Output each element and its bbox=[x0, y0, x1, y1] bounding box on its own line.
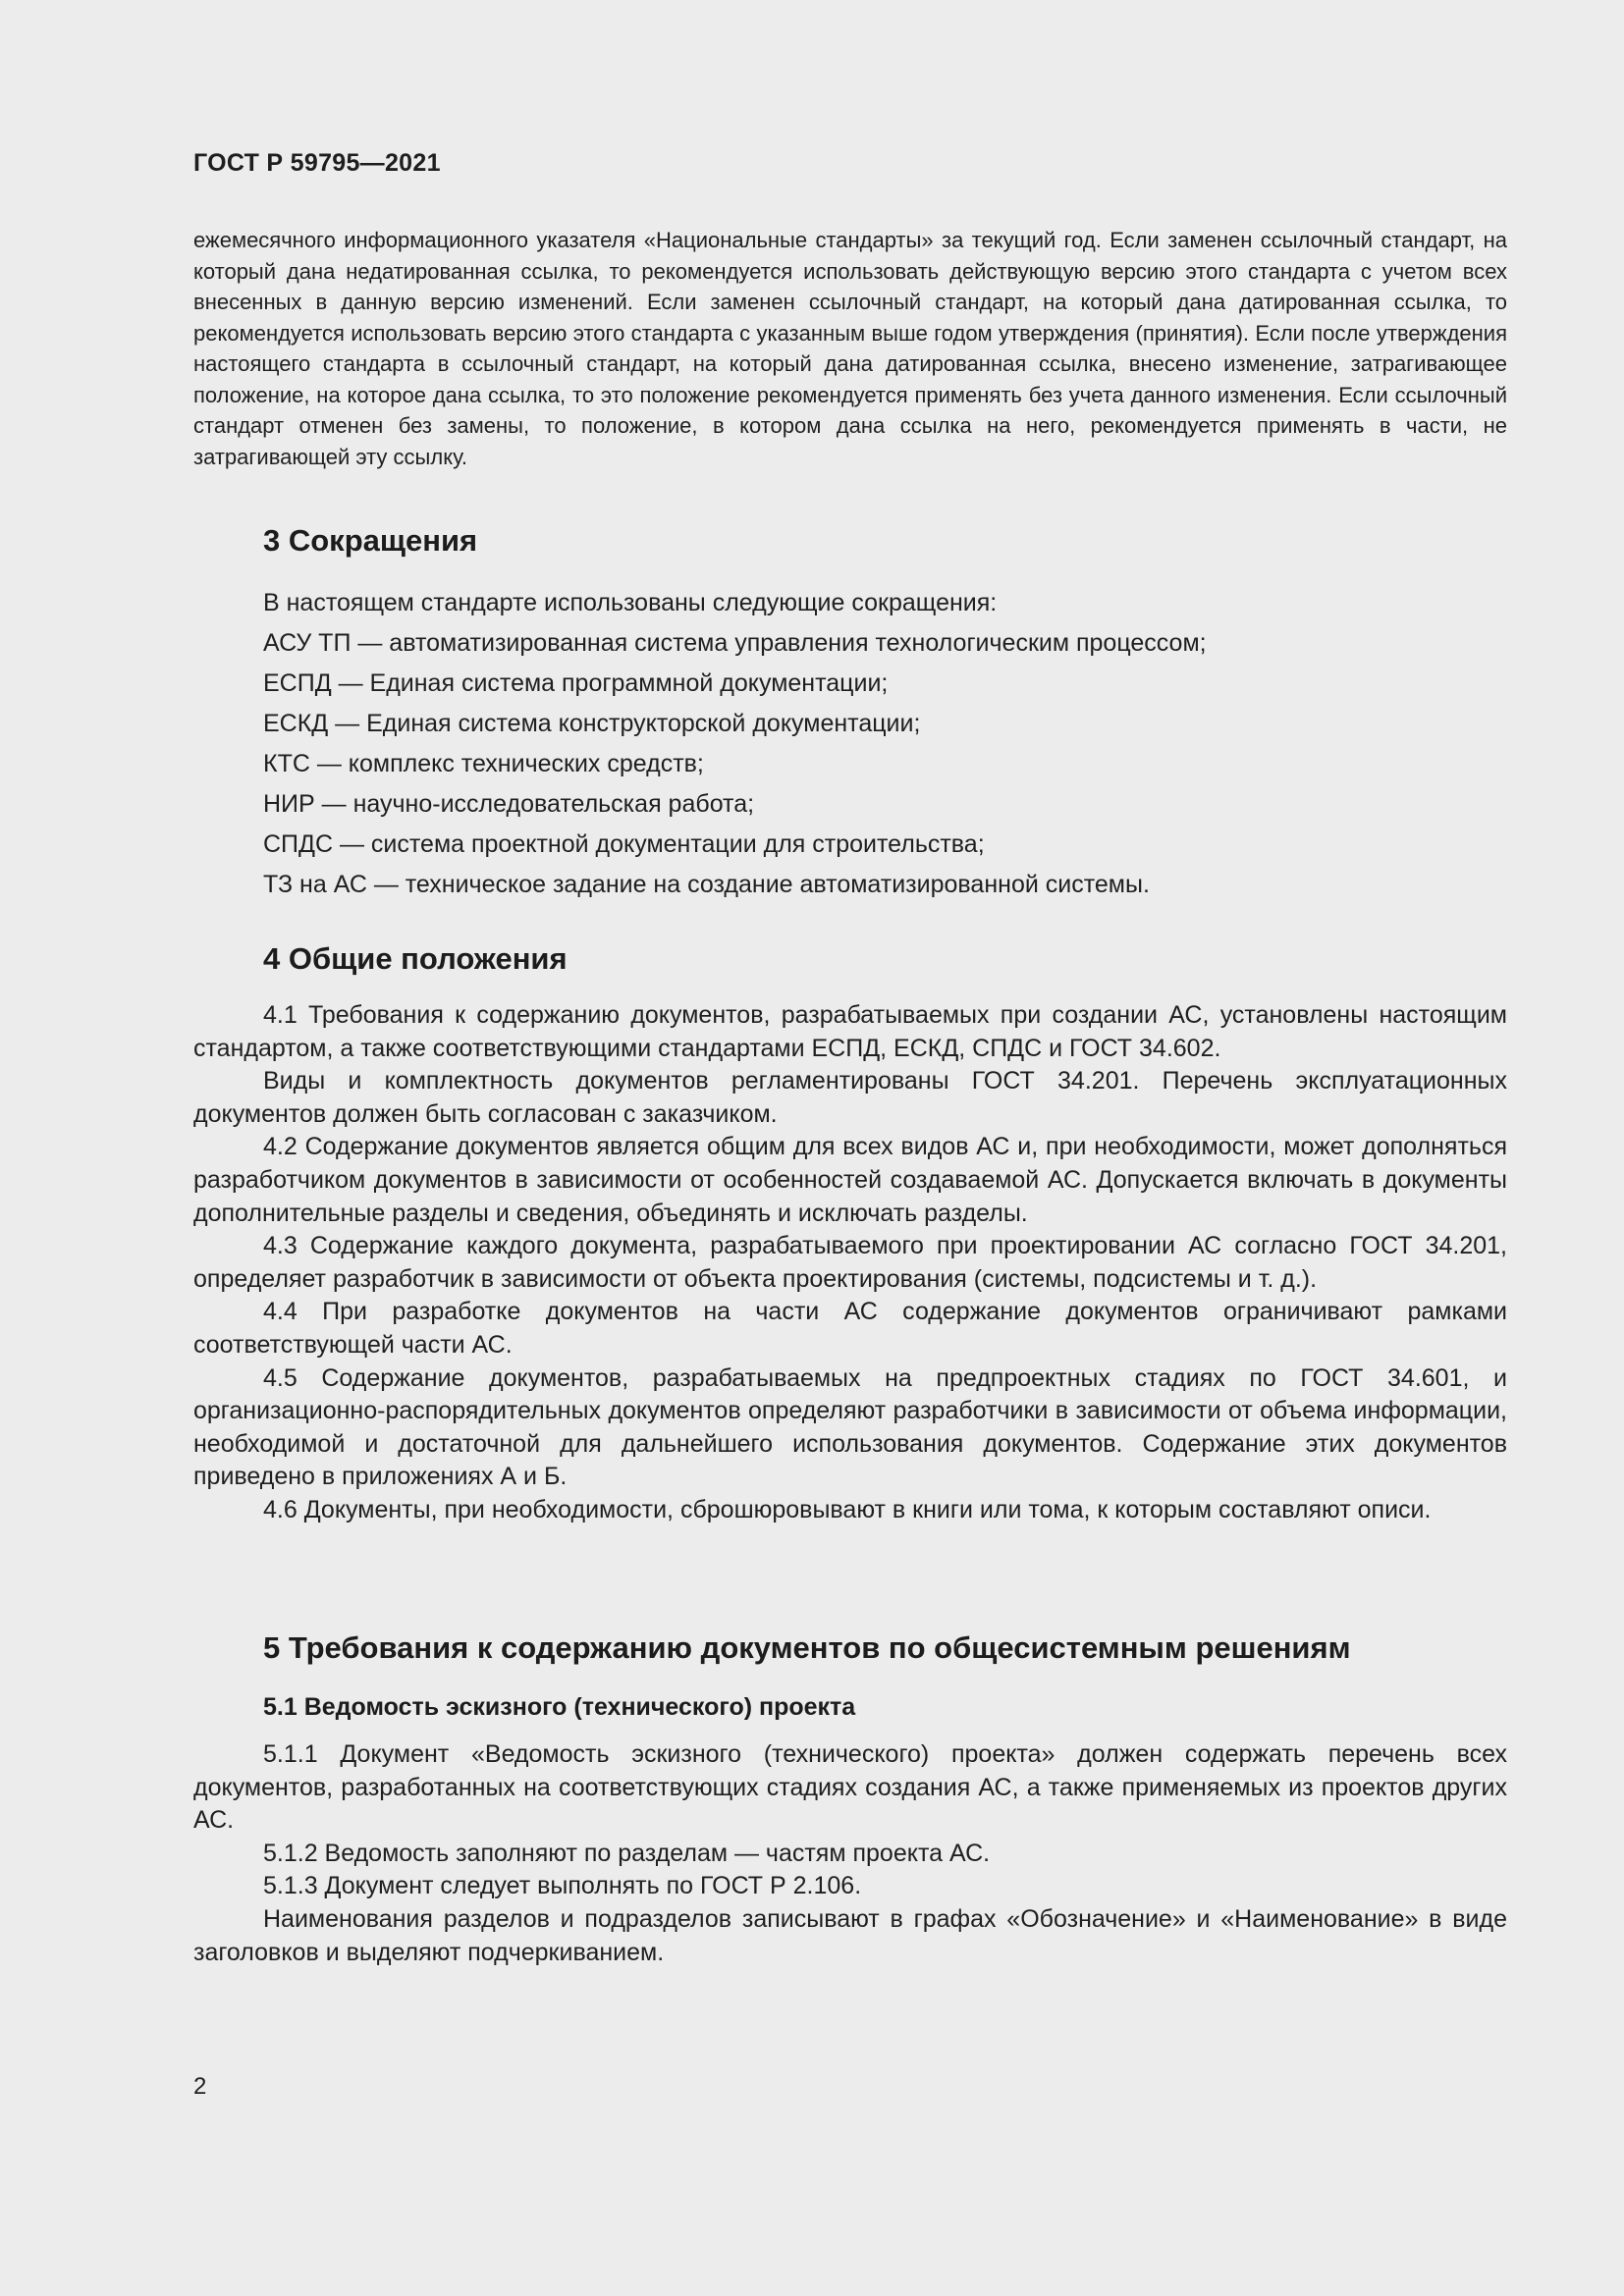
paragraph: Виды и комплектность документов регламентированы ГОСТ 34.201. Перечень эксплуатационных документов должен быть согласован с заказчиком. bbox=[193, 1067, 1507, 1128]
paragraph: 5.1.2 Ведомость заполняют по разделам — частям проекта АС. bbox=[263, 1839, 991, 1867]
page-number: 2 bbox=[193, 2073, 207, 2100]
intro-paragraph: ежемесячного информационного указателя «Национальные стандарты» за текущий год. Если заменен ссылочный стандарт, на который дана недатированная ссылка, то рекомендуется использовать действующую версию этого стандарта с учетом всех внесенных в данную версию изменений. Если заменен ссылочный стандарт, на который дана датированная ссылка, то рекомендуется использовать версию этого стандарта с указанным выше годом утверждения (принятия). Если после утверждения настоящего стандарта в ссылочный стандарт, на который дана датированная ссылка, внесено изменение, затрагивающее положение, на которое дана ссылка, то это положение рекомендуется применять без учета данного изменения. Если ссылочный стандарт отменен без замены, то положение, в котором дана ссылка на него, рекомендуется применять в части, не затрагивающей эту ссылку. bbox=[193, 228, 1507, 469]
paragraph: 4.3 Содержание каждого документа, разрабатываемого при проектировании АС согласно ГОСТ 34.201, определяет разработчик в зависимости от объекта проектирования (системы, подсистемы и т. д.). bbox=[193, 1232, 1507, 1293]
paragraph: Наименования разделов и подразделов записывают в графах «Обозначение» и «Наименование» в виде заголовков и выделяют подчеркиванием. bbox=[193, 1904, 1507, 1966]
paragraph: 4.6 Документы, при необходимости, сброшюровывают в книги или тома, к которым составляют описи. bbox=[263, 1495, 1432, 1523]
abbreviation-item: КТС — комплекс технических средств; bbox=[263, 750, 704, 777]
abbreviations-list bbox=[263, 583, 1510, 905]
section-5-body bbox=[193, 1738, 1507, 1969]
abbreviation-item: АСУ ТП — автоматизированная система управления технологическим процессом; bbox=[263, 629, 1207, 657]
abbreviation-item: ЕСПД — Единая система программной документации; bbox=[263, 669, 889, 697]
abbreviation-item: НИР — научно-исследовательская работа; bbox=[263, 790, 755, 818]
paragraph: 4.5 Содержание документов, разрабатываемых на предпроектных стадиях по ГОСТ 34.601, и организационно-распорядительных документов определяют разработчики в зависимости от объема информации, необходимой и достаточной для дальнейшего использования документов. Содержание этих документов приведено в приложениях А и Б. bbox=[193, 1363, 1507, 1491]
section-5-title: 5 Требования к содержанию документов по общесистемным решениям bbox=[263, 1630, 1351, 1665]
abbreviation-item: СПДС — система проектной документации для строительства; bbox=[263, 830, 985, 858]
abbreviation-item: ТЗ на АС — техническое задание на создание автоматизированной системы. bbox=[263, 871, 1150, 898]
paragraph: 5.1.1 Документ «Ведомость эскизного (технического) проекта» должен содержать перечень всех документов, разработанных на соответствующих стадиях создания АС, а также применяемых из проектов других АС. bbox=[193, 1740, 1507, 1835]
subsection-5-1-title: 5.1 Ведомость эскизного (технического) проекта bbox=[263, 1693, 856, 1721]
paragraph: 5.1.3 Документ следует выполнять по ГОСТ Р 2.106. bbox=[263, 1872, 862, 1900]
paragraph: 4.2 Содержание документов является общим для всех видов АС и, при необходимости, может дополняться разработчиком документов в зависимости от особенностей создаваемой АС. Допускается включать в документы дополнительные разделы и сведения, объединять и исключать разделы. bbox=[193, 1133, 1507, 1227]
abbreviations-lead: В настоящем стандарте использованы следующие сокращения: bbox=[263, 589, 998, 616]
paragraph: 4.1 Требования к содержанию документов, разрабатываемых при создании АС, установлены настоящим стандартом, а также соответствующими стандартами ЕСПД, ЕСКД, СПДС и ГОСТ 34.602. bbox=[193, 1001, 1507, 1062]
section-4-title: 4 Общие положения bbox=[263, 941, 568, 976]
abbreviation-item: ЕСКД — Единая система конструкторской документации; bbox=[263, 710, 921, 737]
section-4-body bbox=[193, 999, 1507, 1527]
paragraph: 4.4 При разработке документов на части АС содержание документов ограничивают рамками соответствующей части АС. bbox=[193, 1298, 1507, 1359]
section-3-title: 3 Сокращения bbox=[263, 523, 478, 558]
document-code-header: ГОСТ Р 59795—2021 bbox=[193, 149, 441, 177]
